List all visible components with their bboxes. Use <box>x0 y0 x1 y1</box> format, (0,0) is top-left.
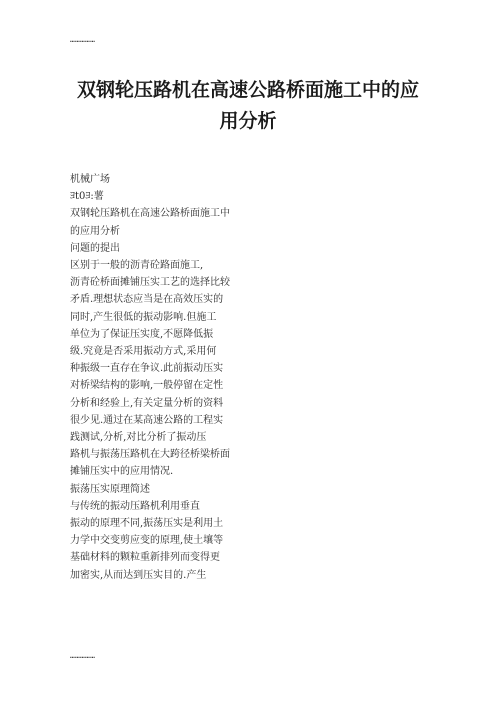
footer-dots: …………… <box>70 651 96 660</box>
body-line: 与传统的振动压路机利用垂直 <box>70 500 200 512</box>
body-line: 路机与振荡压路机在大跨径桥梁桥面 <box>70 449 230 461</box>
body-line: 沥青砼桥面摊铺压实工艺的选择比较 <box>70 277 230 289</box>
body-line: 单位为了保证压实度,不愿降低振 <box>70 328 214 340</box>
body-line: 种振级一直存在争议.此前振动压实 <box>70 363 224 375</box>
body-line: 振荡压实原理简述 <box>70 483 150 495</box>
title-line-1: 双钢轮压路机在高速公路桥面施工中的应 <box>76 79 419 101</box>
body-line: 分析和经验上,有关定量分析的资料 <box>70 397 224 409</box>
body-line: 基础材料的颗粒重新排列而变得更 <box>70 552 220 564</box>
body-line: 机械广场 <box>70 174 110 185</box>
body-line: 同时,产生很低的振动影响.但施工 <box>70 311 217 323</box>
body-line: 对桥梁结构的影响,一般停留在定性 <box>70 380 224 392</box>
body-line: 摊铺压实中的应用情况. <box>70 466 174 478</box>
body-line: 问题的提出 <box>70 242 120 254</box>
document-body <box>70 171 290 584</box>
body-line: ﾖt0ﾖ:薯 <box>70 191 104 203</box>
body-line: 加密实,从而达到压实目的.产生 <box>70 569 207 581</box>
body-line: 的应用分析 <box>70 225 120 237</box>
body-line: 矛盾.理想状态应当是在高效压实的 <box>70 294 224 306</box>
body-line: 践测试,分析,对比分析了振动压 <box>70 432 207 444</box>
body-line: 双钢轮压路机在高速公路桥面施工中 <box>70 208 230 220</box>
body-line: 很少见.通过在某高速公路的工程实 <box>70 414 224 426</box>
header-dots: …………… <box>70 35 96 44</box>
body-line: 振动的原理不同,振荡压实是利用土 <box>70 518 224 530</box>
body-line: 区别于一般的沥青砼路面施工, <box>70 260 204 272</box>
body-line: 级.究竟是否采用振动方式,采用何 <box>70 346 217 358</box>
title-line-2: 用分析 <box>219 110 277 132</box>
document-title <box>60 75 436 137</box>
body-line: 力学中交变剪应变的原理,使土壤等 <box>70 535 224 547</box>
